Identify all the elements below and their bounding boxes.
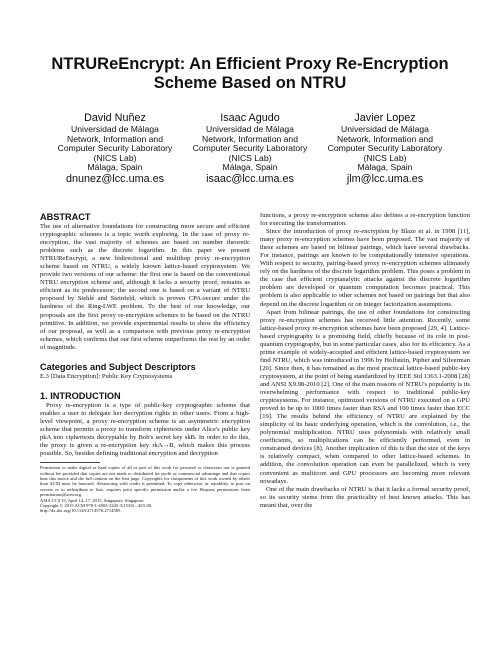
author-affiliation-line: Computer Security Laboratory — [192, 143, 308, 153]
author-affiliation-line: (NICS Lab) — [228, 152, 272, 163]
author-affiliation-line: Málaga, Spain — [222, 162, 278, 172]
author-affiliation-line: Málaga, Spain — [87, 162, 143, 172]
author-affiliation-line: Network, Information and — [66, 133, 163, 144]
author-affiliation-line: Network, Information and — [336, 133, 433, 144]
author-affiliation-line: Computer Security Laboratory — [327, 143, 443, 153]
author-1 — [40, 112, 190, 186]
author-name: Javier Lopez — [354, 112, 416, 124]
author-email[interactable]: jlm@lcc.uma.es — [346, 172, 424, 185]
author-affiliation-line: (NICS Lab) — [93, 152, 137, 163]
author-affiliation-line: Computer Security Laboratory — [57, 143, 173, 153]
left-column — [40, 212, 250, 514]
author-affiliation-line: Universidad de Málaga — [206, 124, 294, 134]
author-affiliation-line: (NICS Lab) — [363, 152, 407, 163]
categories-text: E.3 [Data Encryption]: Public Key Cryptosystems — [40, 372, 173, 380]
intro-heading: 1. INTRODUCTION — [40, 390, 121, 401]
author-affiliation-line: Málaga, Spain — [357, 162, 413, 172]
abstract-text: The use of alternative foundations for constructing more secure and efficient cryptographic schemes is a topic worth exploring. In the case of proxy re-encryption, the vast majority of schemes are based on number theoretic problems such as the discrete logarithm. In this paper we present NTRUReEncrypt, a new bidirectional and multihop proxy re-encryption scheme based on NTRU, a widely known lattice-based cryptosystem. We provide two versions of our scheme: the first one is based on the conventional NTRU encryption scheme and, although it lacks a security proof, remains as efficient as its predecessor; the second one is based on a variant of NTRU proposed by Stehlé and Steinfeld, which is proven CPA-secure under the hardness of the Ring-LWE problem. To the best of our knowledge, our proposals are the first proxy re-encryption schemes to be based on the NTRU primitive. In addition, we provide experimental results to show the efficiency of our proposal, as well as a comparison with previous proxy re-encryption schemes, which confirms that our first scheme outperforms the rest by an order of magnitude. — [40, 223, 252, 351]
author-affiliation-line: Universidad de Málaga — [71, 124, 159, 134]
abstract-heading: ABSTRACT — [40, 212, 91, 222]
footnote-rule — [40, 462, 100, 463]
author-email[interactable]: isaac@lcc.uma.es — [206, 172, 294, 185]
author-affiliation-line: Universidad de Málaga — [341, 124, 429, 134]
body-paragraph: functions, a proxy re-encryption scheme also defines a re-encryption function for executing the transformation. — [260, 212, 472, 228]
body-paragraph: One of the main drawbacks of NTRU is that it lacks a formal security proof, so its security stems from the practicality of best known attacks. This has meant that, over the — [260, 485, 472, 509]
right-column — [260, 212, 470, 510]
author-name: Isaac Agudo — [220, 112, 280, 124]
body-paragraph: Since the introduction of proxy re-encryption by Blaze et al. in 1998 [11], many proxy re-encryption schemes have been proposed. The vast majority of these schemes are based on bilinear pairings, which have several drawbacks. For instance, pairings are known to be computationally intensive operations. With respect to security, pairing-based proxy re-encryption schemes ultimately rely on the hardness of the discrete logarithm problem. This poses a problem in the case that efficient cryptanalytic attacks against the discrete logarithm problem are developed or quantum computation becomes practical. This problem is also applicable to other schemes not based on pairings but that also depend on the discrete logarithm or on integer factorization assumptions. — [260, 228, 472, 308]
author-block — [0, 112, 500, 207]
body-paragraph: Apart from bilinear pairings, the use of other foundations for constructing proxy re-encryption schemes has received little attention. Recently, some lattice-based proxy re-encryption schemes have been proposed [29, 4]. Lattice-based cryptography is a promising field, chiefly because of its role in post-quantum cryptography, but in some particular cases, also for its efficiency. As a prime example of widely-accepted and efficient lattice-based cryptosystem we find NTRU, which was introduced in 1996 by Hoffstein, Pipher and Silverman [20]. Since then, it has remained as the most practical lattice-based public-key cryptosystem, at the point of being standardized by IEEE Std 1363.1-2008 [28] and ANSI X9.98-2010 [2]. One of the main reasons of NTRU's popularity is its overwhelming performance with respect to traditional public-key cryptosystems. For instance, optimized versions of NTRU executed on a GPU proved to be up to 1000 times faster than RSA and 100 times faster than ECC [19]. The results behind the efficiency of NTRU are explained by the simplicity of its basic underlying operation, which is the convolution, i.e., the polynomial multiplication. NTRU uses polynomials with relatively small coefficients, so multiplications can be efficiently performed, even in constrained devices [8]. Another implication of this is that the size of the keys is relatively compact, when compared to other lattice-based schemes. In addition, the convolution operation can even be parallelized, which is very convenient as multicore and GPU processors are becoming more relevant nowadays. — [260, 308, 472, 485]
author-name: David Nuñez — [84, 112, 146, 124]
author-affiliation-line: Network, Information and — [201, 133, 298, 144]
author-3 — [310, 112, 460, 186]
author-2 — [175, 112, 325, 186]
author-email[interactable]: dnunez@lcc.uma.es — [66, 172, 164, 185]
paper-title: NTRUReEncrypt: An Efficient Proxy Re-Encryption Scheme Based on NTRU — [51, 55, 449, 92]
categories-heading: Categories and Subject Descriptors — [40, 361, 196, 372]
copyright-footnote: Permission to make digital or hard copies of all or part of this work for personal or classroom use is granted without fee provided that copies are not made or distributed for profit or commercial advantage and that copies bear this notice and the full citation on the first page. Copyrights for components of this work owned by others than ACM must be honored. Abstracting with credit is permitted. To copy otherwise, or republish, to post on servers or to redistribute to lists, requires prior specific permission and/or a fee. Request permissions from permissions@acm.org. ASIA CCS'15, April 14–17, 2015, Singapore, Singapore. Copyright © 2015 ACM 978-1-4503-3245-3/15/04 ...$15.00. http://dx.doi.org/10.1145/2714576.2714585 . — [40, 465, 250, 514]
intro-paragraph: Proxy re-encryption is a type of public-key cryptographic scheme that enables a user to delegate her decryption rights to other users. From a high-level viewpoint, a proxy re-encryption scheme is an asymmetric encryption scheme that permits a proxy to transform ciphertexts under Alice's public key pkA into ciphertexts decryptable by Bob's secret key skB. In order to do this, the proxy is given a re-encryption key rkA→B, which makes this process possible. So, besides defining traditional encryption and decryption — [40, 401, 252, 458]
